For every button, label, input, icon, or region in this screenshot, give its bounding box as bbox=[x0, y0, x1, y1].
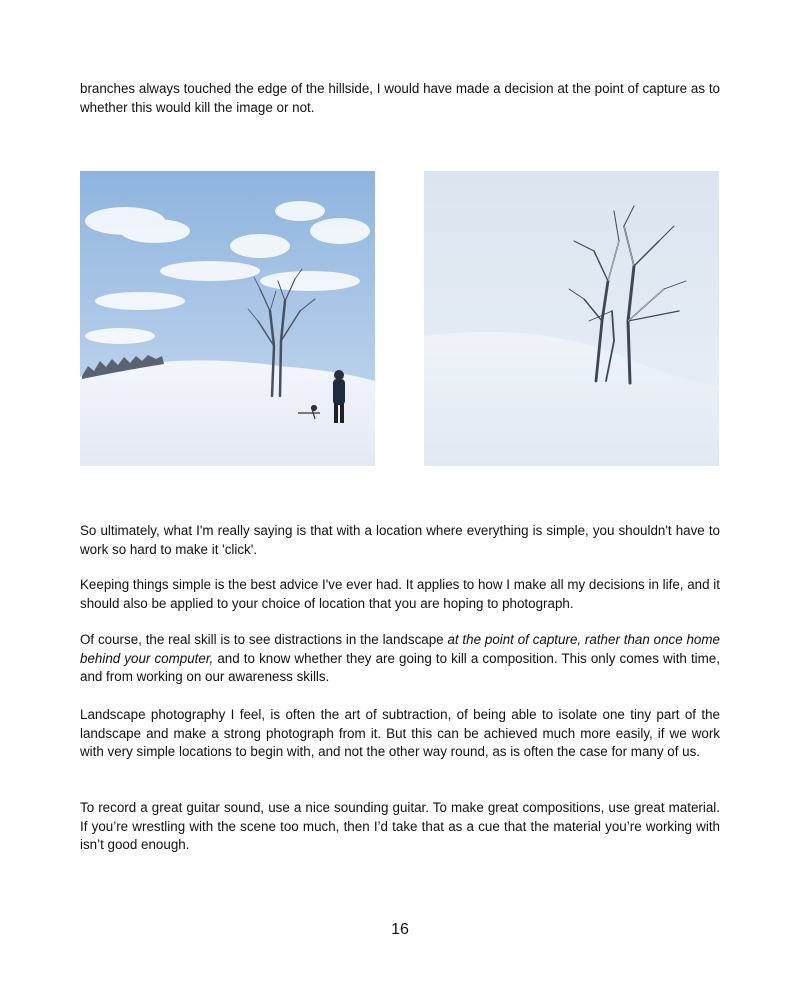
photo-right bbox=[424, 171, 719, 466]
paragraph-3 bbox=[80, 631, 720, 687]
page-number: 16 bbox=[391, 921, 409, 938]
paragraph-1: So ultimately, what I'm really saying is that with a location where everything is simple, you shouldn't have to work so hard to make it 'click'. bbox=[80, 523, 720, 557]
paragraph-5: To record a great guitar sound, use a nice sounding guitar. To make great compositions, use great material. If you’re wrestling with the scene too much, then I’d take that as a cue that the material you’re working with isn’t good enough. bbox=[80, 800, 720, 852]
intro-paragraph: branches always touched the edge of the hillside, I would have made a decision at the point of capture as to whether this would kill the image or not. bbox=[80, 81, 720, 115]
paragraph-3-italic: at the point of capture, rather than once home behind your computer, bbox=[80, 632, 720, 666]
paragraph-2: Keeping things simple is the best advice I've ever had. It applies to how I make all my decisions in life, and it should also be applied to your choice of location that you are hoping to photograph. bbox=[80, 577, 720, 611]
paragraph-4: Landscape photography I feel, is often the art of subtraction, of being able to isolate one tiny part of the landscape and make a strong photograph from it. But this can be achieved much more easily, if we work with very simple locations to begin with, and not the other way round, as is often the case for many of us. bbox=[80, 707, 720, 759]
photo-left bbox=[80, 171, 375, 466]
paragraph-3-text-end: and to know whether they are going to kill a composition. This only comes with time, and from working on our awareness skills. bbox=[80, 650, 720, 684]
paragraph-3-text-start: Of course, the real skill is to see distractions in the landscape bbox=[80, 632, 448, 647]
